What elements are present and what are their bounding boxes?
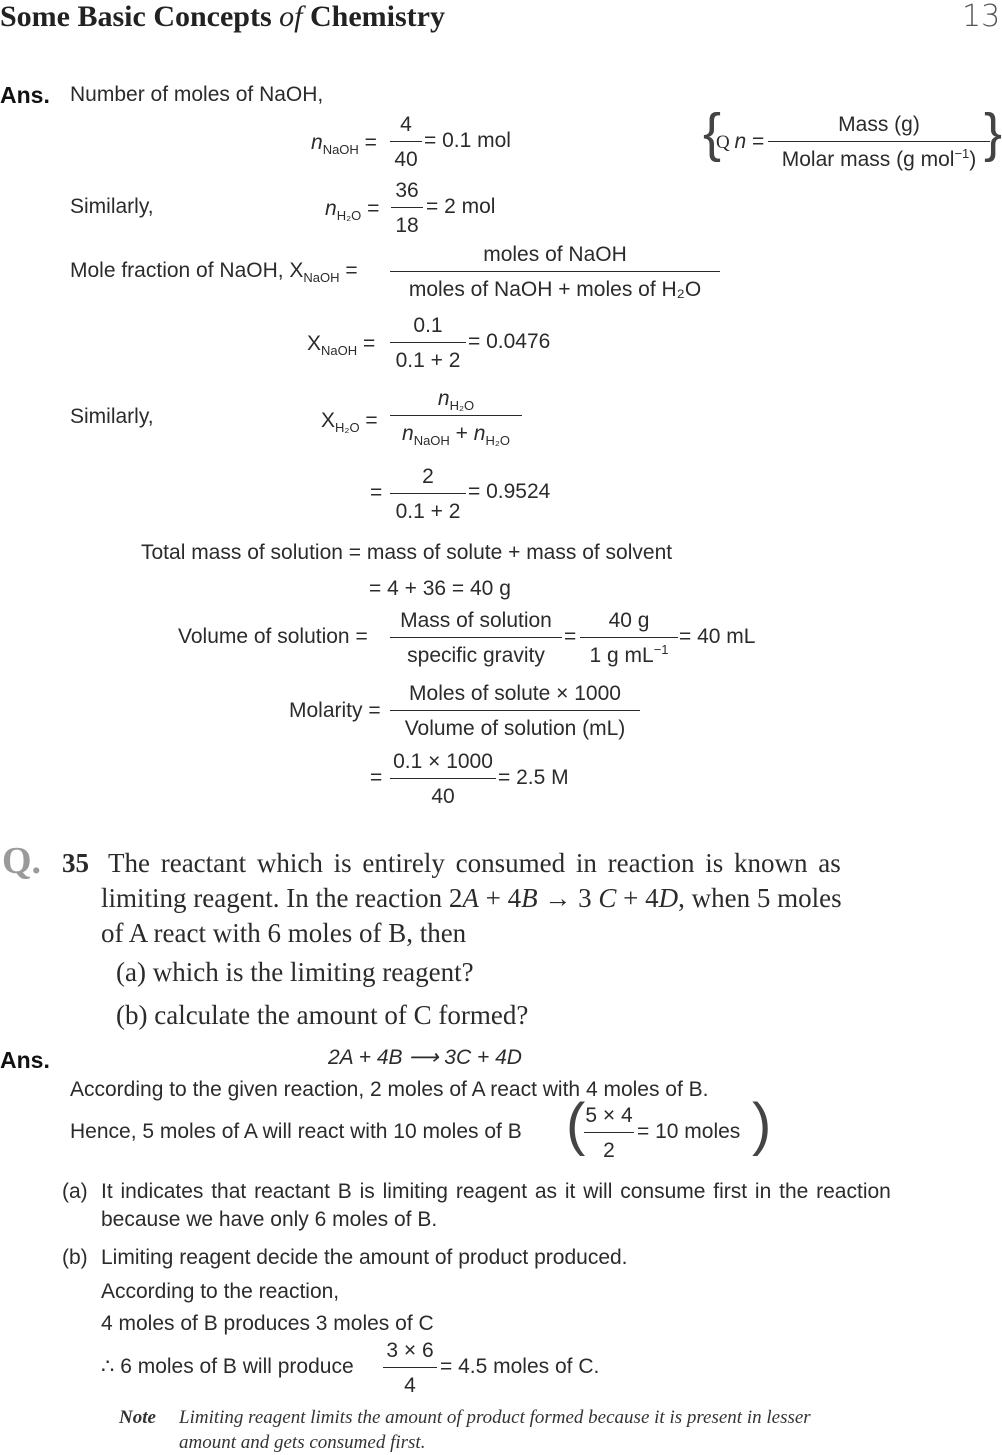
molarity-fraction: Moles of solute × 1000 Volume of solution (mL) [390, 683, 640, 739]
x-h2o-lhs: $X_{H_2O}$ = [321, 409, 378, 436]
total-mass-line: Total mass of solution = mass of solute + mass of solvent [141, 541, 673, 564]
mole-fraction-fraction: moles of NaOH moles of NaOH + moles of H₂O [390, 244, 720, 300]
question-line-1: The reactant which is entirely consumed in reaction is known as [108, 848, 841, 878]
part-a-line-2: because we have only 6 moles of B. [101, 1208, 438, 1231]
n-naoh-lhs: $n_{NaOH}$ = [311, 131, 377, 158]
note-label: Note [119, 1407, 156, 1428]
answer-intro: Number of moles of NaOH, [70, 83, 324, 106]
volume-fraction-2: 40 g 1 g $mL^{-1}$ [580, 610, 678, 666]
volume-eq-2: = [564, 625, 577, 648]
x-naoh-result: = 0.0476 [468, 330, 551, 353]
page-number: 13 [962, 0, 1001, 34]
volume-label: Volume of solution = [178, 625, 368, 648]
part-b-result: = 4.5 moles of C. [440, 1355, 600, 1378]
n-naoh-result: = 0.1 mol [424, 129, 511, 152]
paren-right: ) [752, 1092, 772, 1157]
molarity-value-eq: = [370, 766, 383, 789]
ans2-paren-fraction: 5 × 4 2 [585, 1104, 633, 1162]
part-b-fraction: 3 × 6 4 [383, 1340, 437, 1396]
similarly-label-2: Similarly, [70, 405, 154, 428]
n-h2o-lhs: $n_{H_2O}$ = [325, 197, 380, 224]
total-mass-value: = 4 + 36 = 40 g [369, 577, 511, 600]
side-formula-brace-right: } [984, 103, 1002, 163]
similarly-label-1: Similarly, [70, 195, 154, 218]
page-title: Some Basic Concepts of Chemistry [0, 0, 445, 33]
question-number: 35 [62, 848, 89, 878]
part-b-line-2: According to the reaction, [101, 1280, 340, 1303]
part-a-line-1: It indicates that reactant B is limiting reagent as it will consume first in the reaction [101, 1180, 891, 1203]
note-line-2: amount and gets consumed first. [179, 1432, 426, 1453]
question-line-2: limiting reagent. In the reaction 2A + 4B → 3 C + 4D, when 5 moles [101, 883, 842, 913]
question-part-a: (a) which is the limiting reagent? [116, 957, 474, 987]
note-line-1: Limiting reagent limits the amount of product formed because it is present in lesser [179, 1407, 811, 1428]
question-line-3: of A react with 6 moles of B, then [101, 918, 467, 948]
answer-label-2: Ans. [0, 1047, 50, 1073]
side-formula-fraction: Mass (g) Molar mass (g mol$^{-1}$) [768, 114, 990, 170]
molarity-label: Molarity = [289, 699, 381, 722]
x-h2o-value-fraction: 2 0.1 + 2 [390, 466, 466, 522]
ans2-line-1: According to the given reaction, 2 moles of A react with 4 moles of B. [70, 1078, 709, 1101]
part-b-line-1: Limiting reagent decide the amount of product produced. [101, 1246, 628, 1269]
part-b-label: (b) [62, 1246, 88, 1269]
part-a-label: (a) [62, 1180, 88, 1203]
reaction-equation: 2A + 4B ⟶ 3C + 4D [328, 1046, 522, 1069]
side-formula-brace-left: { [703, 103, 722, 163]
ans2-line-2: Hence, 5 moles of A will react with 10 moles of B [70, 1120, 522, 1143]
molarity-value-result: = 2.5 M [498, 766, 569, 789]
side-formula-prefix: Q n = [716, 130, 765, 153]
x-naoh-lhs: $X_{NaOH}$ = [307, 332, 376, 359]
part-b-line-4: ∴ 6 moles of B will produce [101, 1355, 354, 1378]
x-naoh-fraction: 0.1 0.1 + 2 [390, 315, 466, 371]
molarity-value-fraction: 0.1 × 1000 40 [390, 751, 496, 807]
volume-fraction-1: Mass of solution specific gravity [390, 610, 562, 666]
question-part-b: (b) calculate the amount of C formed? [116, 1000, 529, 1030]
x-h2o-value-eq: = [370, 481, 383, 504]
answer-label: Ans. [0, 82, 50, 108]
n-h2o-fraction: 36 18 [391, 180, 423, 236]
ans2-paren-result: = 10 moles [637, 1120, 741, 1143]
paren-left: ( [566, 1092, 586, 1157]
mole-fraction-label: Mole fraction of NaOH, $X_{NaOH}$ = [70, 259, 358, 286]
question-label: Q. [2, 840, 42, 882]
part-b-line-3: 4 moles of B produces 3 moles of C [101, 1312, 434, 1335]
n-naoh-fraction: 4 40 [390, 114, 422, 170]
volume-result: = 40 mL [679, 625, 756, 648]
x-h2o-value-result: = 0.9524 [468, 480, 551, 503]
n-h2o-result: = 2 mol [426, 195, 496, 218]
x-h2o-fraction: $n_{H_2O}$ $n_{NaOH} + n_{H_2O}$ [390, 388, 522, 444]
